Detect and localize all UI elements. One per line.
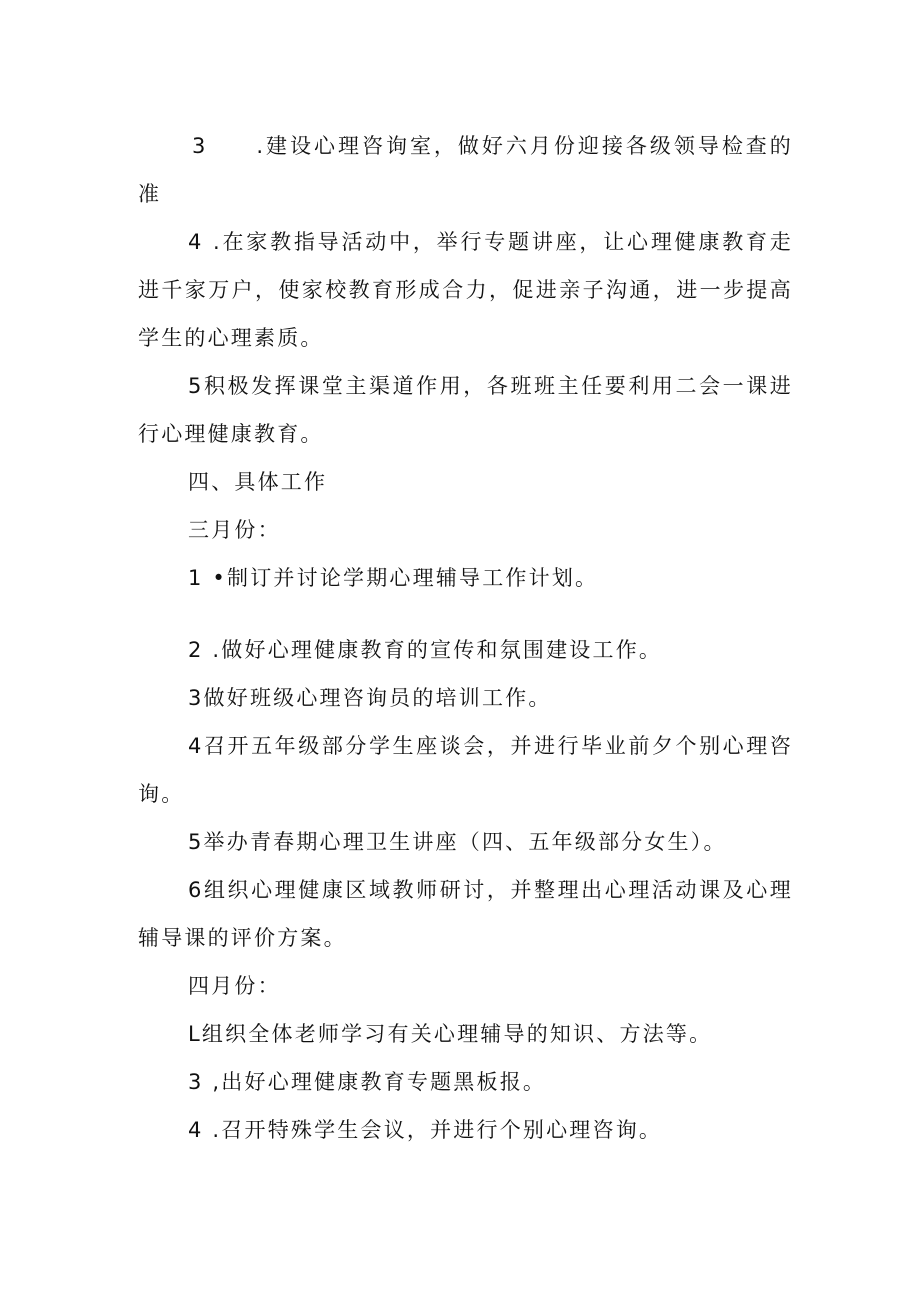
april-item-3: 3 ,出好心理健康教育专题黑板报。	[188, 1070, 547, 1094]
april-item-1: L组织全体老师学习有关心理辅导的知识、方法等。	[188, 1022, 713, 1046]
section-heading-specific-work: 四、具体工作	[188, 470, 328, 494]
march-item-6: 6组织心理健康区域教师研讨，并整理出心理活动课及心理辅导课的评价方案。	[138, 878, 793, 950]
paragraph-item-3-psychological-room: 3 .建设心理咨询室，做好六月份迎接各级领导检查的准	[138, 134, 793, 206]
march-item-3: 3做好班级心理咨询员的培训工作。	[188, 686, 552, 710]
march-item-5: 5举办青春期心理卫生讲座（四、五年级部分女生）。	[188, 830, 727, 854]
month-heading-april: 四月份：	[188, 974, 281, 998]
paragraph-item-4-family-education: 4 .在家教指导活动中，举行专题讲座，让心理健康教育走进千家万户，使家校教育形成合力，促进亲子沟通，进一步提高学生的心理素质。	[138, 230, 793, 350]
march-item-4: 4召开五年级部分学生座谈会，并进行毕业前夕个别心理咨询。	[138, 734, 793, 806]
document-body	[138, 122, 793, 1154]
april-item-4: 4 .召开特殊学生会议，并进行个别心理咨询。	[188, 1118, 663, 1142]
march-item-1: 1 •制订并讨论学期心理辅导工作计划。	[188, 566, 599, 590]
month-heading-march: 三月份：	[188, 518, 281, 542]
paragraph-item-5-classroom-channel: 5积极发挥课堂主渠道作用，各班班主任要利用二会一课进行心理健康教育。	[138, 374, 793, 446]
march-item-2: 2 .做好心理健康教育的宣传和氛围建设工作。	[188, 638, 663, 662]
